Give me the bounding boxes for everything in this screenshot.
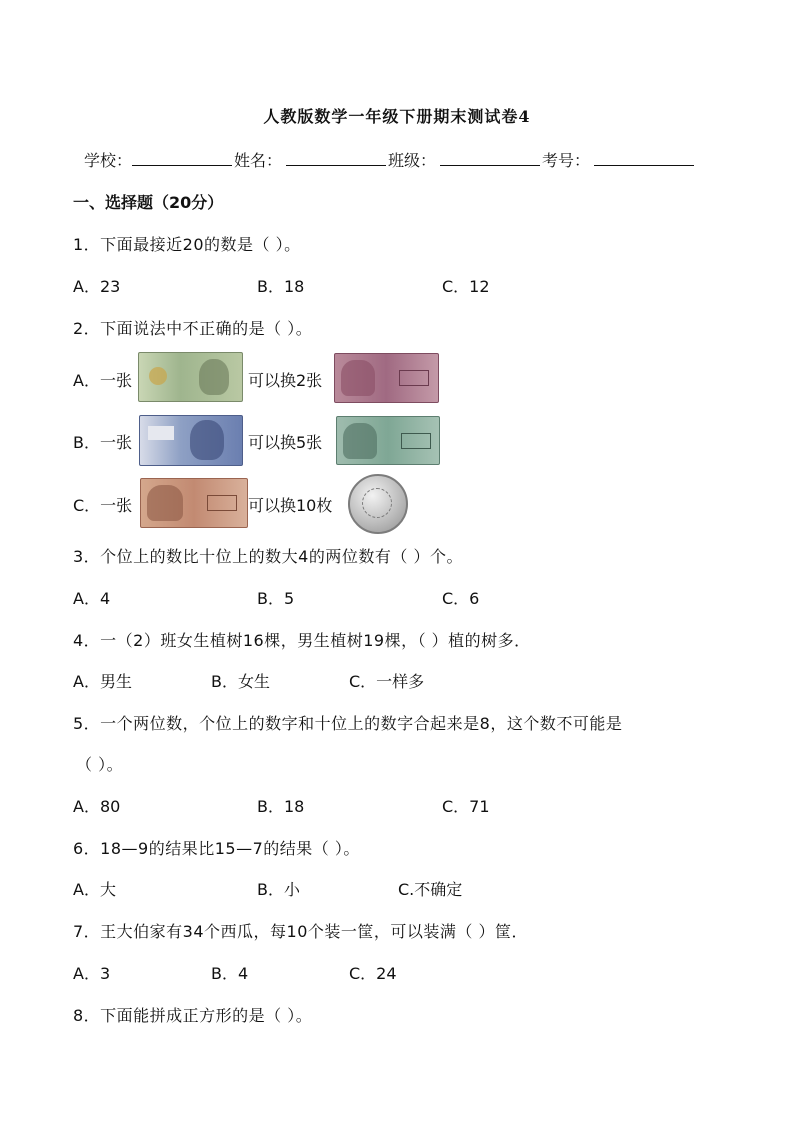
page-title: 人教版数学一年级下册期末测试卷4 [263,107,531,126]
one-yuan-banknote [138,352,243,402]
school-blank [132,151,232,166]
school-label: 学校： [84,151,133,170]
class-blank [440,151,540,166]
exam-no-label: 考号： [542,151,591,170]
q2-option-b-mid: 可以换5张 [248,433,323,452]
q1-option-a: A．23 [73,277,121,296]
q4-option-c: C．一样多 [349,672,425,691]
q6-option-c: C.不确定 [398,880,463,899]
q7-option-c: C．24 [349,964,397,983]
q3-option-a: A．4 [73,589,111,608]
question-2: 2．下面说法中不正确的是（ ）。 [73,319,313,338]
exam-no-blank [594,151,694,166]
question-5-cont: （ ）。 [76,755,124,774]
q5-option-b: B．18 [257,797,305,816]
q2-option-b-prefix: B．一张 [73,433,132,452]
q7-option-b: B．4 [211,964,249,983]
coin-icon [348,474,408,534]
q6-option-b: B．小 [257,880,300,899]
question-3: 3．个位上的数比十位上的数大4的两位数有（ ）个。 [73,547,463,566]
ten-yuan-banknote [139,415,243,466]
question-7: 7．王大伯家有34个西瓜，每10个装一筐，可以装满（ ）筐． [73,922,528,941]
name-blank [286,151,386,166]
q4-option-b: B．女生 [211,672,270,691]
q2-option-a-mid: 可以换2张 [248,371,323,390]
q2-option-c-prefix: C．一张 [73,496,133,515]
question-5: 5．一个两位数，个位上的数字和十位上的数字合起来是8，这个数不可能是 [73,714,623,733]
q2-option-c-mid: 可以换10枚 [248,496,333,515]
question-6: 6．18—9的结果比15—7的结果（ ）。 [73,839,360,858]
question-1: 1．下面最接近20的数是（ ）。 [73,235,301,254]
q7-option-a: A．3 [73,964,111,983]
question-8: 8．下面能拼成正方形的是（ ）。 [73,1006,313,1025]
one-jiao-banknote [140,478,248,528]
five-jiao-banknote [334,353,439,403]
class-label: 班级： [388,151,437,170]
student-info-line [84,148,696,171]
q5-option-a: A．80 [73,797,121,816]
q1-option-c: C．12 [442,277,490,296]
q6-option-a: A．大 [73,880,116,899]
q3-option-b: B．5 [257,589,295,608]
two-jiao-banknote [336,416,440,465]
q3-option-c: C．6 [442,589,480,608]
name-label: 姓名： [234,151,283,170]
q1-option-b: B．18 [257,277,305,296]
section-heading: 一、选择题（20分） [73,193,224,212]
question-4: 4．一（2）班女生植树16棵，男生植树19棵，（ ）植的树多． [73,631,531,650]
q2-option-a-prefix: A．一张 [73,371,132,390]
q4-option-a: A．男生 [73,672,132,691]
q5-option-c: C．71 [442,797,490,816]
